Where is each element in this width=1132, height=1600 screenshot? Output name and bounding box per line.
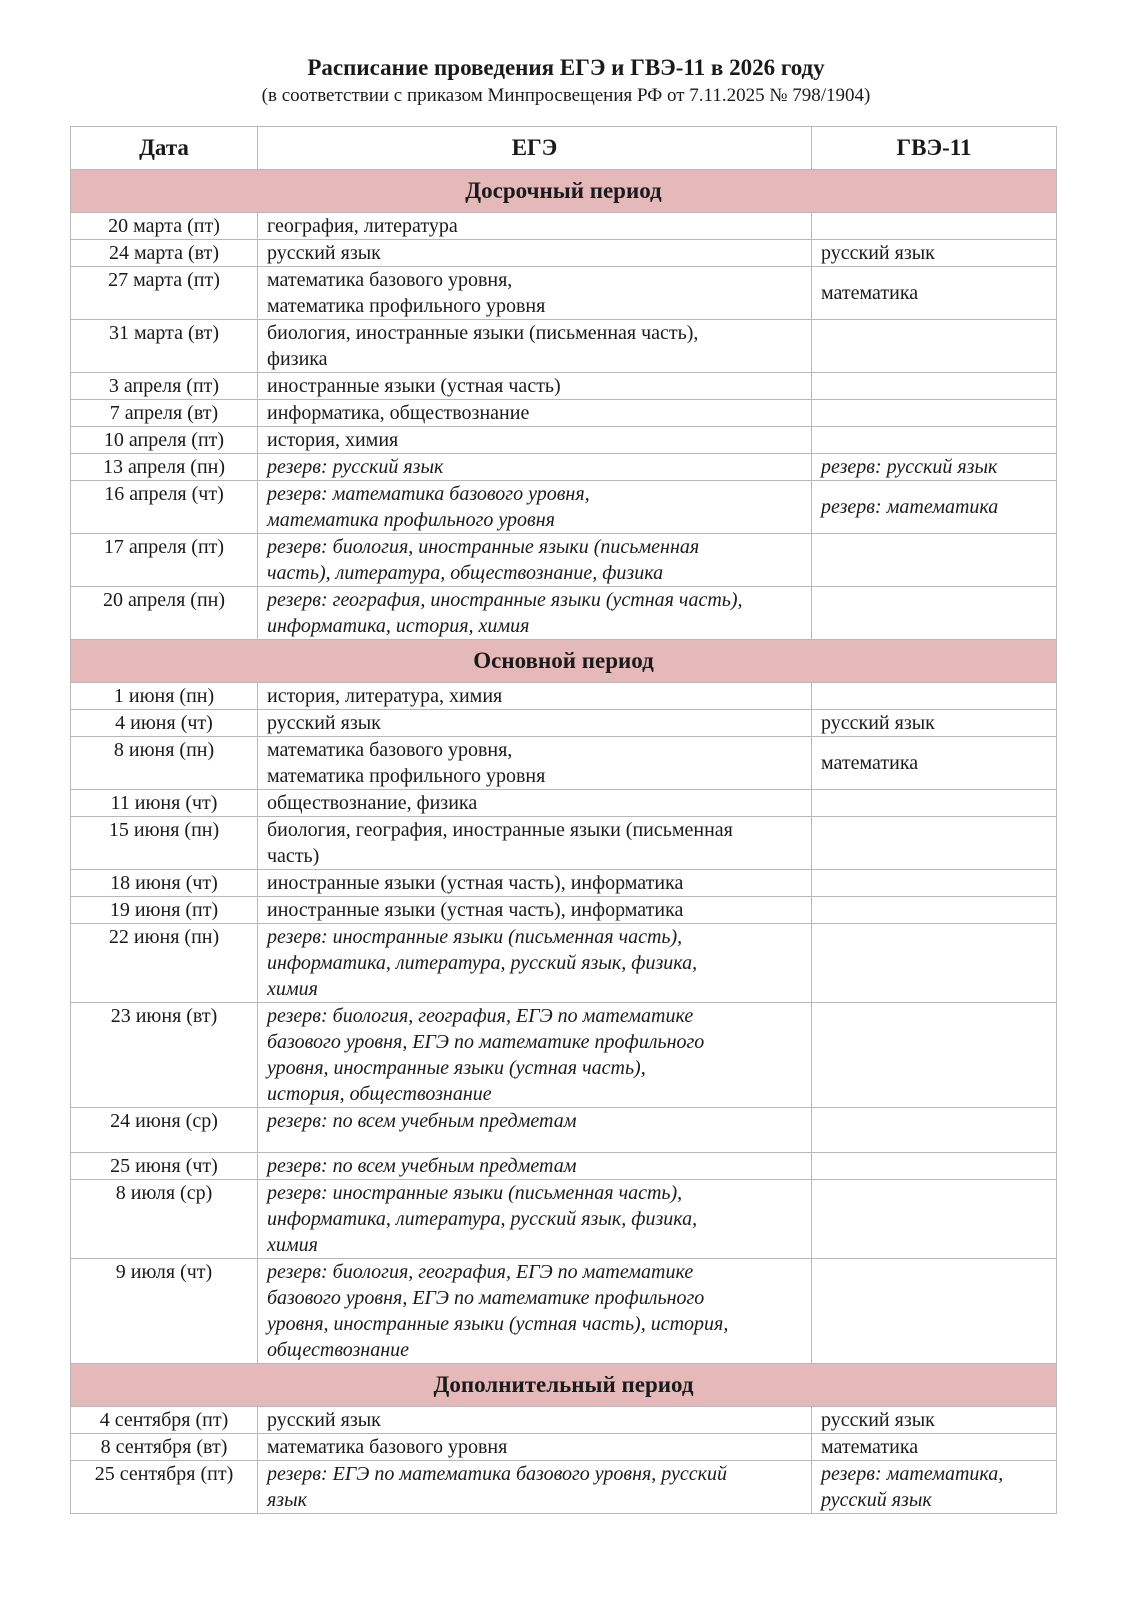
header-row xyxy=(71,127,1057,170)
ege-cell: резерв: иностранные языки (письменная часть), информатика, литература, русский язык, физика, химия xyxy=(258,1180,812,1259)
ege-cell: русский язык xyxy=(258,240,812,267)
gve-cell xyxy=(812,1003,1057,1108)
gve-cell: русский язык xyxy=(812,1407,1057,1434)
ege-cell: биология, иностранные языки (письменная часть), физика xyxy=(258,320,812,373)
date-cell: 18 июня (чт) xyxy=(71,870,258,897)
table-row xyxy=(71,1407,1057,1434)
table-row xyxy=(71,790,1057,817)
ege-cell: резерв: по всем учебным предметам xyxy=(258,1153,812,1180)
gve-cell xyxy=(812,1180,1057,1259)
ege-cell: история, химия xyxy=(258,427,812,454)
table-row xyxy=(71,897,1057,924)
ege-cell: биология, география, иностранные языки (письменная часть) xyxy=(258,817,812,870)
table-row xyxy=(71,817,1057,870)
date-cell: 10 апреля (пт) xyxy=(71,427,258,454)
date-cell: 19 июня (пт) xyxy=(71,897,258,924)
gve-cell: математика xyxy=(812,267,1057,320)
gve-cell xyxy=(812,790,1057,817)
table-row xyxy=(71,1259,1057,1364)
ege-cell: обществознание, физика xyxy=(258,790,812,817)
gve-cell: резерв: русский язык xyxy=(812,454,1057,481)
gve-cell: математика xyxy=(812,737,1057,790)
table-row xyxy=(71,1180,1057,1259)
gve-cell: русский язык xyxy=(812,710,1057,737)
table-row xyxy=(71,400,1057,427)
table-row xyxy=(71,481,1057,534)
table-row xyxy=(71,1003,1057,1108)
date-cell: 25 сентября (пт) xyxy=(71,1461,258,1514)
table-row xyxy=(71,427,1057,454)
table-row xyxy=(71,1153,1057,1180)
ege-cell: русский язык xyxy=(258,710,812,737)
table-row xyxy=(71,683,1057,710)
gve-cell xyxy=(812,534,1057,587)
table-row xyxy=(71,534,1057,587)
ege-cell: иностранные языки (устная часть), информатика xyxy=(258,870,812,897)
date-cell: 4 июня (чт) xyxy=(71,710,258,737)
ege-cell: география, литература xyxy=(258,213,812,240)
table-row xyxy=(71,710,1057,737)
ege-cell: математика базового уровня, математика профильного уровня xyxy=(258,737,812,790)
gve-cell xyxy=(812,870,1057,897)
date-cell: 25 июня (чт) xyxy=(71,1153,258,1180)
date-cell: 9 июля (чт) xyxy=(71,1259,258,1364)
gve-cell xyxy=(812,897,1057,924)
date-cell: 8 июня (пн) xyxy=(71,737,258,790)
period-title: Дополнительный период xyxy=(71,1364,1057,1407)
gve-cell xyxy=(812,1153,1057,1180)
date-cell: 1 июня (пн) xyxy=(71,683,258,710)
table-row xyxy=(71,267,1057,320)
table-row xyxy=(71,373,1057,400)
header-date: Дата xyxy=(71,127,258,170)
ege-cell: резерв: география, иностранные языки (устная часть), информатика, история, химия xyxy=(258,587,812,640)
date-cell: 3 апреля (пт) xyxy=(71,373,258,400)
ege-cell: резерв: по всем учебным предметам xyxy=(258,1108,812,1153)
gve-cell xyxy=(812,400,1057,427)
gve-cell xyxy=(812,373,1057,400)
date-cell: 8 июля (ср) xyxy=(71,1180,258,1259)
date-cell: 11 июня (чт) xyxy=(71,790,258,817)
date-cell: 22 июня (пн) xyxy=(71,924,258,1003)
gve-cell xyxy=(812,427,1057,454)
period-additional xyxy=(71,1364,1057,1407)
ege-cell: резерв: математика базового уровня, математика профильного уровня xyxy=(258,481,812,534)
gve-cell xyxy=(812,587,1057,640)
date-cell: 16 апреля (чт) xyxy=(71,481,258,534)
period-title: Досрочный период xyxy=(71,170,1057,213)
ege-cell: резерв: биология, география, ЕГЭ по математике базового уровня, ЕГЭ по математике профильного уровня, иностранные языки (устная часть), история, обществознание xyxy=(258,1003,812,1108)
ege-cell: информатика, обществознание xyxy=(258,400,812,427)
gve-cell xyxy=(812,924,1057,1003)
ege-cell: математика базового уровня, математика профильного уровня xyxy=(258,267,812,320)
date-cell: 20 марта (пт) xyxy=(71,213,258,240)
header-gve: ГВЭ-11 xyxy=(812,127,1057,170)
gve-cell xyxy=(812,817,1057,870)
document-subtitle: (в соответствии с приказом Минпросвещения РФ от 7.11.2025 № 798/1904) xyxy=(261,85,871,106)
gve-cell xyxy=(812,320,1057,373)
table-row xyxy=(71,1108,1057,1153)
gve-cell: резерв: математика xyxy=(812,481,1057,534)
schedule-body xyxy=(71,170,1057,1514)
date-cell: 17 апреля (пт) xyxy=(71,534,258,587)
table-row xyxy=(71,1461,1057,1514)
date-cell: 27 марта (пт) xyxy=(71,267,258,320)
table-row xyxy=(71,454,1057,481)
ege-cell: резерв: русский язык xyxy=(258,454,812,481)
date-cell: 23 июня (вт) xyxy=(71,1003,258,1108)
table-row xyxy=(71,213,1057,240)
date-cell: 24 июня (ср) xyxy=(71,1108,258,1153)
ege-cell: резерв: биология, иностранные языки (письменная часть), литература, обществознание, физика xyxy=(258,534,812,587)
date-cell: 8 сентября (вт) xyxy=(71,1434,258,1461)
schedule-table xyxy=(70,126,1057,1514)
date-cell: 4 сентября (пт) xyxy=(71,1407,258,1434)
date-cell: 20 апреля (пн) xyxy=(71,587,258,640)
table-row xyxy=(71,924,1057,1003)
date-cell: 7 апреля (вт) xyxy=(71,400,258,427)
table-row xyxy=(71,320,1057,373)
date-cell: 13 апреля (пн) xyxy=(71,454,258,481)
header-ege: ЕГЭ xyxy=(258,127,812,170)
ege-cell: русский язык xyxy=(258,1407,812,1434)
gve-cell: математика xyxy=(812,1434,1057,1461)
ege-cell: резерв: иностранные языки (письменная часть), информатика, литература, русский язык, физика, химия xyxy=(258,924,812,1003)
table-row xyxy=(71,587,1057,640)
table-row xyxy=(71,870,1057,897)
period-early xyxy=(71,170,1057,213)
ege-cell: резерв: ЕГЭ по математика базового уровня, русский язык xyxy=(258,1461,812,1514)
ege-cell: история, литература, химия xyxy=(258,683,812,710)
date-cell: 31 марта (вт) xyxy=(71,320,258,373)
gve-cell xyxy=(812,683,1057,710)
gve-cell xyxy=(812,213,1057,240)
document-title: Расписание проведения ЕГЭ и ГВЭ-11 в 2026 году xyxy=(307,55,825,80)
gve-cell xyxy=(812,1108,1057,1153)
date-cell: 15 июня (пн) xyxy=(71,817,258,870)
table-row xyxy=(71,737,1057,790)
table-row xyxy=(71,240,1057,267)
date-cell: 24 марта (вт) xyxy=(71,240,258,267)
gve-cell: русский язык xyxy=(812,240,1057,267)
ege-cell: резерв: биология, география, ЕГЭ по математике базового уровня, ЕГЭ по математике профильного уровня, иностранные языки (устная часть), история, обществознание xyxy=(258,1259,812,1364)
period-main xyxy=(71,640,1057,683)
period-title: Основной период xyxy=(71,640,1057,683)
table-row xyxy=(71,1434,1057,1461)
ege-cell: иностранные языки (устная часть), информатика xyxy=(258,897,812,924)
ege-cell: математика базового уровня xyxy=(258,1434,812,1461)
ege-cell: иностранные языки (устная часть) xyxy=(258,373,812,400)
gve-cell xyxy=(812,1259,1057,1364)
gve-cell: резерв: математика, русский язык xyxy=(812,1461,1057,1514)
